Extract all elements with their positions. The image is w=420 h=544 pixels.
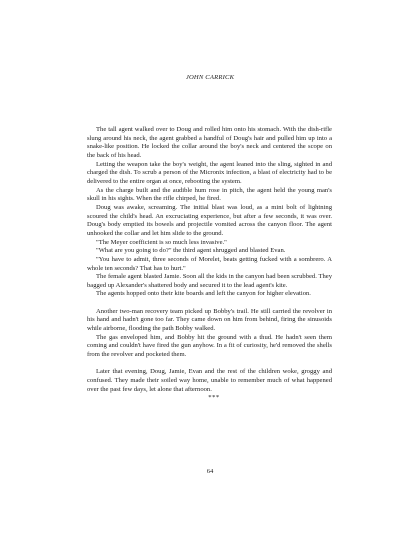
page-number: 64 — [206, 468, 214, 475]
paragraph: As the charge built and the audible hum rose in pitch, the agent held the young man's skull in his sights. When the rifle chirped, he fired. — [87, 186, 332, 203]
paragraph: "The Meyer coefficient is so much less invasive." — [96, 238, 227, 246]
paragraph: The agents hopped onto their kite boards and left the canyon for higher elevation. — [96, 290, 311, 298]
body-text — [87, 126, 332, 403]
scene-break: *** — [208, 394, 220, 402]
paragraph: The tall agent walked over to Doug and rolled him onto his stomach. With the dish-rifle slung around his neck, the agent grabbed a handful of Doug's hair and pulled him up into a snake-like position. He locked the collar around the boy's neck and centered the scope on the back of his head. — [87, 126, 332, 159]
paragraph: Later that evening, Doug, Jamie, Evan and the rest of the children woke, groggy and confused. They made their soiled way home, unable to remember much of what happened over the past few days, let alone that afternoon. — [87, 368, 332, 393]
paragraph: "What are you going to do?" the third agent shrugged and blasted Evan. — [96, 247, 286, 255]
paragraph: The gas enveloped him, and Bobby hit the ground with a thud. He hadn't seen them coming and couldn't have fired the gun anyhow. In a fit of curiosity, he'd removed the shells from the revolver and pocketed them. — [87, 333, 332, 358]
paragraph: Another two-man recovery team picked up Bobby's trail. He still carried the revolver in his hand and hadn't gone too far. They came down on him from behind, firing the sinusoids while airborne, flooding the path Bobby walked. — [87, 307, 332, 333]
paragraph: The female agent blasted Jamie. Soon all the kids in the canyon had been scrubbed. They bagged up Alexander's shattered body and secured it to the lead agent's kite. — [87, 273, 332, 289]
running-header: JOHN CARRICK — [185, 74, 235, 81]
paragraph: Doug was awake, screaming. The initial blast was loud, as a mini bolt of lightning scoured the child's head. An excruciating experience, but after a few seconds, it was over. Doug's body emptied its bowels and projectile vomited across the canyon floor. The agent unhooked the collar and let him slide to the ground. — [87, 203, 332, 237]
paragraph: "You have to admit, three seconds of Morelet, beats getting fucked with a sombrero. A whole ten seconds? That has to hurt." — [87, 255, 332, 272]
paragraph: Letting the weapon take the boy's weight, the agent leaned into the sling, sighted in and charged the dish. To scrub a person of the Micronix infection, a blast of electricity had to be delivered to the entire organ at once, rebooting the system. — [87, 160, 332, 185]
